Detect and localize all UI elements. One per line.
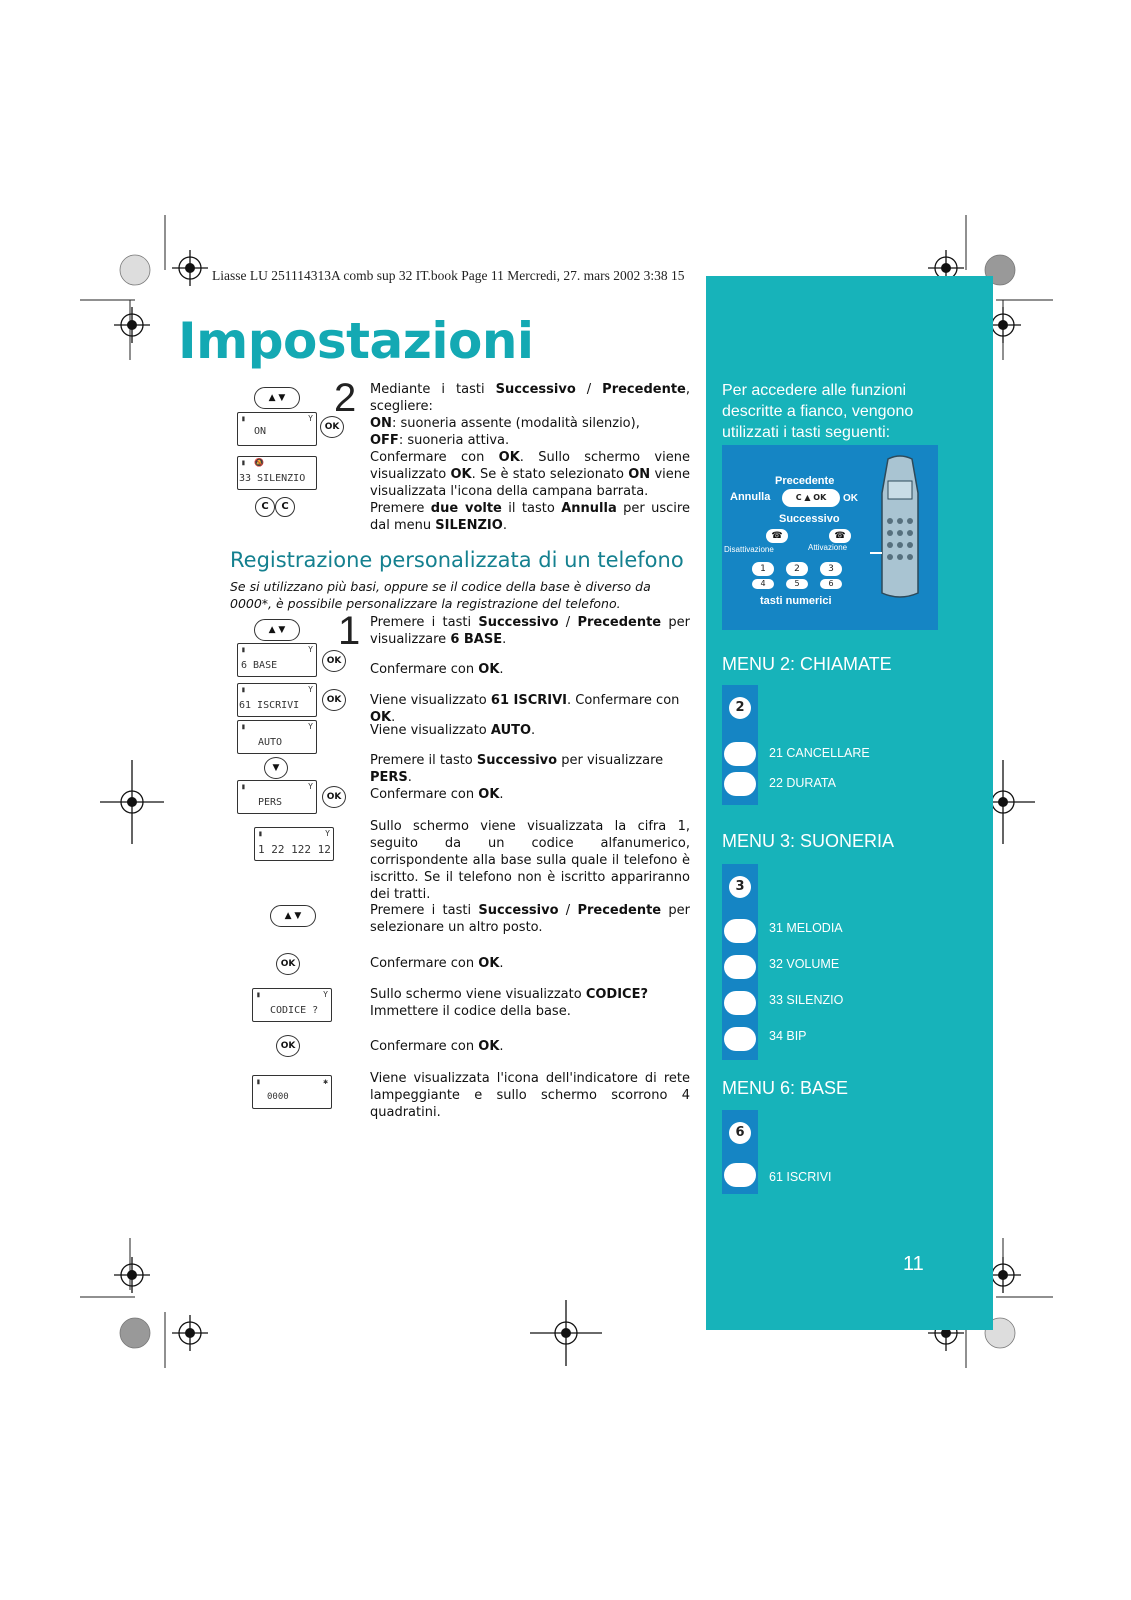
ok-button: OK <box>320 416 344 438</box>
step-8-text: Confermare con OK. <box>370 956 504 971</box>
key-precedente-label: Precedente <box>775 475 835 487</box>
down-arrow-button: ▼ <box>264 757 288 779</box>
c-button-1: C <box>255 497 275 517</box>
menu-oval <box>724 742 756 766</box>
lcd-codice: ▮ Y CODICE ? <box>252 988 332 1022</box>
ok-button: OK <box>322 689 346 711</box>
menu-2-strip <box>722 685 758 805</box>
menu-item: 34 BIP <box>769 1029 807 1043</box>
step-11-text: Viene visualizzata l'icona dell'indicatore di rete lampeggiante e sullo schermo scorrono 4 quadratini. <box>370 1071 690 1120</box>
section-intro: Se si utilizzano più basi, oppure se il codice della base è diverso da 0000*, è possibile personalizzare la registrazione del telefono. <box>230 579 651 611</box>
step-9-text: Sullo schermo viene visualizzato CODICE? Immettere il codice della base. <box>370 987 648 1019</box>
menu-item: 33 SILENZIO <box>769 993 844 1007</box>
menu-oval <box>724 919 756 943</box>
lcd-zeros: ▮ ✱ 0000 <box>252 1075 332 1109</box>
menu-3-number: 3 <box>729 876 751 898</box>
step-7-text: Premere i tasti Successivo / Precedente per selezionare un altro posto. <box>370 903 690 935</box>
step-5-text: Premere il tasto Successivo per visualizzare PERS. Confermare con OK. <box>370 753 664 802</box>
step-number-2: 2 <box>334 376 357 420</box>
call-key-icon: ☎ <box>829 529 851 543</box>
handset-icon <box>870 453 930 603</box>
step-1-text: Premere i tasti Successivo / Precedente per visualizzare 6 BASE. <box>370 615 690 647</box>
menu-oval <box>724 955 756 979</box>
ok-button: OK <box>322 786 346 808</box>
step-3-text: Viene visualizzato 61 ISCRIVI. Confermare con OK. <box>370 693 680 725</box>
nav-arrows-button: ▲ ▼ <box>270 905 316 927</box>
menu-6-number: 6 <box>729 1122 751 1144</box>
menu-2-title: MENU 2: CHIAMATE <box>722 654 892 674</box>
ok-button: OK <box>276 953 300 975</box>
menu-2-number: 2 <box>729 697 751 719</box>
digit-key-5: 5 <box>786 579 808 589</box>
key-attivazione-label: Attivazione <box>808 543 848 552</box>
page-number: 11 <box>903 1253 924 1275</box>
key-annulla-label: Annulla <box>730 491 771 503</box>
file-header: Liasse LU 251114313A comb sup 32 IT.book Page 11 Mercredi, 27. mars 2002 3:38 15 <box>212 268 685 283</box>
key-tasti-label: tasti numerici <box>760 595 832 607</box>
step-10-text: Confermare con OK. <box>370 1039 504 1054</box>
lcd-code: ▮ Y 1 22 122 12 <box>254 827 334 861</box>
lcd-silenzio: ▮ 🔕 33 SILENZIO <box>237 456 317 490</box>
menu-6-strip <box>722 1110 758 1194</box>
lcd-auto: ▮ Y AUTO <box>237 720 317 754</box>
lcd-iscrivi: ▮ Y 61 ISCRIVI <box>237 683 317 717</box>
c-button-2: C <box>275 497 295 517</box>
step-6-text: Sullo schermo viene visualizzata la cifra 1, seguito da un codice alfanumerico, corrispondente alla base sulla quale il telefono è iscritto. Se il telefono non è iscritto appariranno dei tratti. <box>370 819 690 902</box>
digit-key-2: 2 <box>786 562 808 576</box>
section1-text: Mediante i tasti Successivo / Precedente, scegliere: ON: suoneria assente (modalità silenzio), OFF: suoneria attiva. Confermare con OK. Sullo schermo viene visualizzato OK. Se è stato selezionato ON viene visualizzata l'icona della campana barrata. Premere due volte il tasto Annulla per uscire dal menu SILENZIO. <box>370 382 690 533</box>
hangup-key-icon: ☎ <box>766 529 788 543</box>
page-title: Impostazioni <box>178 312 534 370</box>
menu-oval <box>724 1163 756 1187</box>
key-successivo-label: Successivo <box>779 513 840 525</box>
digit-key-4: 4 <box>752 579 774 589</box>
menu-item: 32 VOLUME <box>769 957 840 971</box>
menu-3-strip <box>722 864 758 1060</box>
menu-oval <box>724 991 756 1015</box>
step-number-1: 1 <box>338 609 361 653</box>
step-4-text: Viene visualizzato AUTO. <box>370 723 536 738</box>
key-disattivazione-label: Disattivazione <box>724 545 774 554</box>
menu-item: 61 ISCRIVI <box>769 1170 832 1184</box>
menu-6-title: MENU 6: BASE <box>722 1078 849 1098</box>
step-2-text: Confermare con OK. <box>370 662 504 677</box>
lcd-base: ▮ Y 6 BASE <box>237 643 317 677</box>
menu-oval <box>724 1027 756 1051</box>
digit-key-6: 6 <box>820 579 842 589</box>
menu-item: 31 MELODIA <box>769 921 843 935</box>
sidebar-intro: Per accedere alle funzioni descritte a fianco, vengono utilizzati i tasti seguenti: <box>722 382 914 441</box>
lcd-on: ▮ Y ON <box>237 412 317 446</box>
menu-3-title: MENU 3: SUONERIA <box>722 831 895 851</box>
lcd-pers: ▮ Y PERS <box>237 780 317 814</box>
digit-key-3: 3 <box>820 562 842 576</box>
nav-arrows-button: ▲ ▼ <box>254 619 300 641</box>
digit-key-1: 1 <box>752 562 774 576</box>
ok-button: OK <box>322 650 346 672</box>
key-ok-label: OK <box>843 493 858 504</box>
nav-key-icon: C ▲ OK <box>782 489 840 507</box>
menu-oval <box>724 772 756 796</box>
nav-arrows-button: ▲ ▼ <box>254 387 300 409</box>
menu-item: 21 CANCELLARE <box>769 746 870 760</box>
section-subtitle: Registrazione personalizzata di un telefono <box>230 548 684 572</box>
keys-diagram <box>722 445 938 630</box>
menu-item: 22 DURATA <box>769 776 836 790</box>
ok-button: OK <box>276 1035 300 1057</box>
